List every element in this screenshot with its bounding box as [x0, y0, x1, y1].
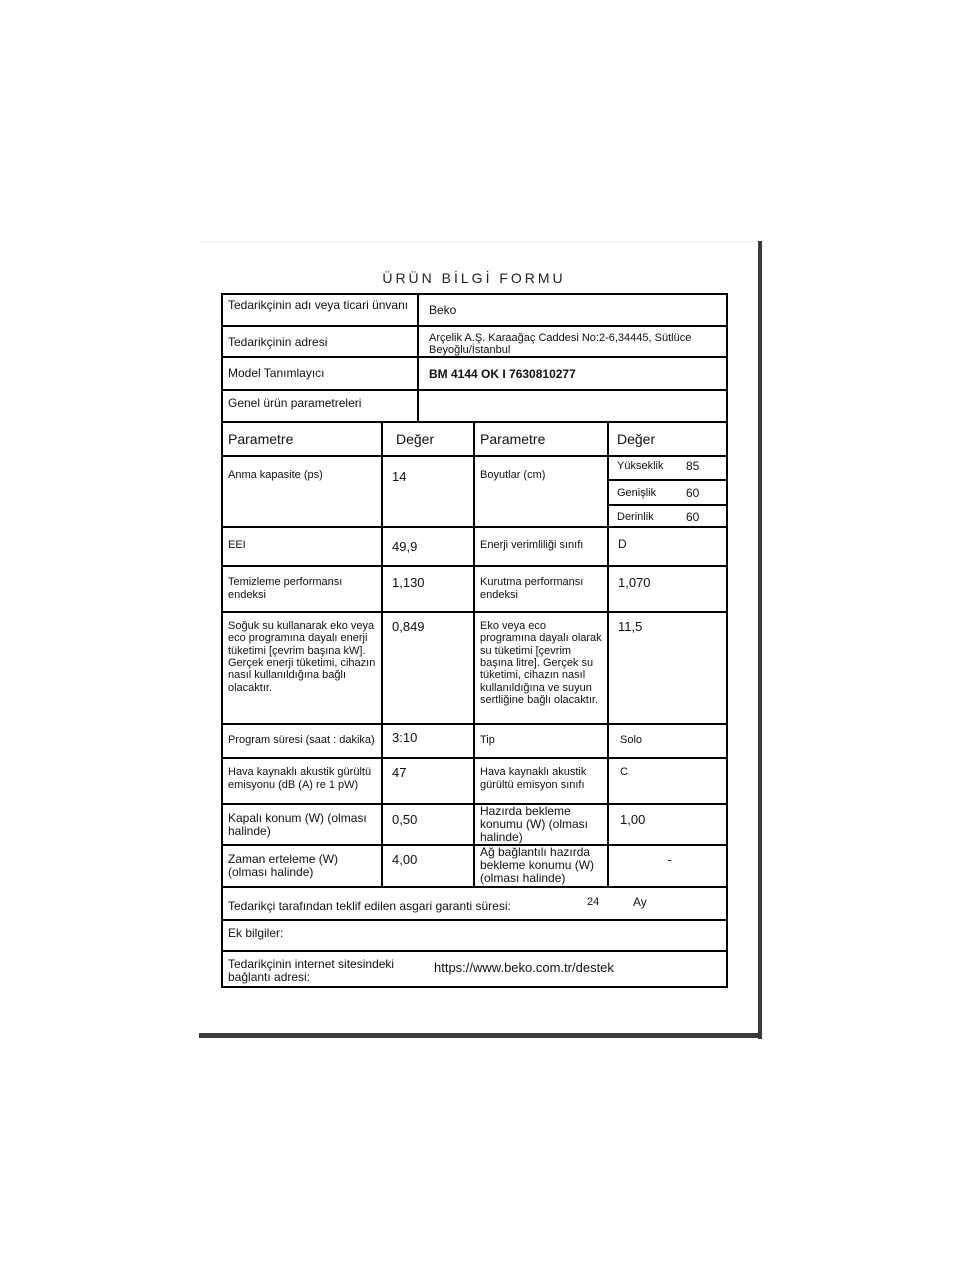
website-link[interactable]: https://www.beko.com.tr/destek [434, 960, 614, 975]
general-params-label: Genel ürün parametreleri [221, 389, 419, 423]
address-line-2: Beyoğlu/İstanbul [429, 344, 511, 357]
page-shadow-bottom [199, 1033, 762, 1038]
address-line-1: Arçelik A.Ş. Karaağaç Caddesi No:2-6,34445, Sütlüce [429, 332, 692, 344]
noise-emission-value: 47 [381, 757, 475, 805]
program-duration-label: Program süresi (saat : dakika) [221, 723, 383, 759]
eei-value: 49,9 [381, 526, 475, 567]
model-label: Model Tanımlayıcı [221, 356, 419, 391]
capacity-label: Anma kapasite (ps) [221, 455, 383, 528]
header-parameter-right: Parametre [473, 421, 609, 457]
off-mode-value: 0,50 [381, 803, 475, 846]
dimension-depth-label: Derinlik [617, 511, 654, 523]
dimension-height-value: 85 [686, 459, 700, 473]
drying-performance-label: Kurutma performansı endeksi [473, 565, 609, 613]
website-row [221, 950, 728, 988]
dimension-height-label: Yükseklik [617, 460, 664, 472]
header-value-left: Değer [381, 421, 475, 457]
standby-value: 1,00 [607, 803, 728, 846]
off-mode-label: Kapalı konum (W) (olması halinde) [221, 803, 383, 846]
model-value: BM 4144 OK I 7630810277 [417, 356, 728, 391]
delay-start-label: Zaman erteleme (W) (olması halinde) [221, 844, 383, 888]
network-standby-label: Ağ bağlantılı hazırda bekleme konumu (W) (olması halinde) [473, 844, 609, 888]
warranty-value: 24 [587, 896, 600, 908]
drying-performance-value: 1,070 [607, 565, 728, 613]
supplier-name-label: Tedarikçinin adı veya ticari ünvanı [221, 293, 419, 327]
delay-start-value: 4,00 [381, 844, 475, 888]
dimensions-values [607, 455, 728, 528]
dimension-width-label: Genişlik [617, 487, 657, 499]
dimension-width-value: 60 [686, 486, 700, 500]
dimension-height [609, 457, 726, 481]
type-value: Solo [607, 723, 728, 759]
noise-emission-label: Hava kaynaklı akustik gürültü emisyonu (dB (A) re 1 pW) [221, 757, 383, 805]
energy-consumption-value: 0,849 [381, 611, 475, 725]
header-value-right: Değer [607, 421, 728, 457]
cleaning-performance-label: Temizleme performansı endeksi [221, 565, 383, 613]
dimension-depth-value: 60 [686, 510, 700, 524]
energy-class-label: Enerji verimliliği sınıfı [473, 526, 609, 567]
warranty-row [221, 886, 728, 921]
page-shadow-right [758, 241, 762, 1039]
supplier-name-value: Beko [417, 293, 728, 327]
eei-label: EEI [221, 526, 383, 567]
network-standby-value: - [607, 844, 728, 888]
standby-label: Hazırda bekleme konumu (W) (olması halinde) [473, 803, 609, 846]
dimensions-label: Boyutlar (cm) [473, 455, 609, 528]
type-label: Tip [473, 723, 609, 759]
cleaning-performance-value: 1,130 [381, 565, 475, 613]
water-consumption-value: 11,5 [607, 611, 728, 725]
general-params-value [417, 389, 728, 423]
supplier-address-value [417, 325, 728, 358]
warranty-unit: Ay [633, 895, 647, 909]
extra-info-label: Ek bilgiler: [221, 919, 728, 952]
energy-consumption-label: Soğuk su kullanarak eko veya eco programına dayalı enerji tüketimi [çevrim başına kW]. Gerçek enerji tüketimi, cihazın nasıl kullanıldığına bağlı olacaktır. [221, 611, 383, 725]
energy-class-value: D [607, 526, 728, 567]
water-consumption-label: Eko veya eco programına dayalı olarak su tüketimi [çevrim başına litre]. Gerçek su tüketimi, cihazın nasıl kullanıldığına ve suyun sertliğine bağlı olacaktır. [473, 611, 609, 725]
form-title: ÜRÜN BİLGİ FORMU [382, 270, 566, 286]
warranty-label: Tedarikçi tarafından teklif edilen asgari garanti süresi: [228, 899, 511, 913]
supplier-address-label: Tedarikçinin adresi [221, 325, 419, 358]
header-parameter-left: Parametre [221, 421, 383, 457]
noise-class-value: C [607, 757, 728, 805]
dimension-width [609, 481, 726, 506]
website-label: Tedarikçinin internet sitesindeki bağlantı adresi: [228, 957, 395, 984]
noise-class-label: Hava kaynaklı akustik gürültü emisyon sınıfı [473, 757, 609, 805]
capacity-value: 14 [381, 455, 475, 528]
program-duration-value: 3:10 [381, 723, 475, 759]
dimension-depth [609, 506, 726, 526]
